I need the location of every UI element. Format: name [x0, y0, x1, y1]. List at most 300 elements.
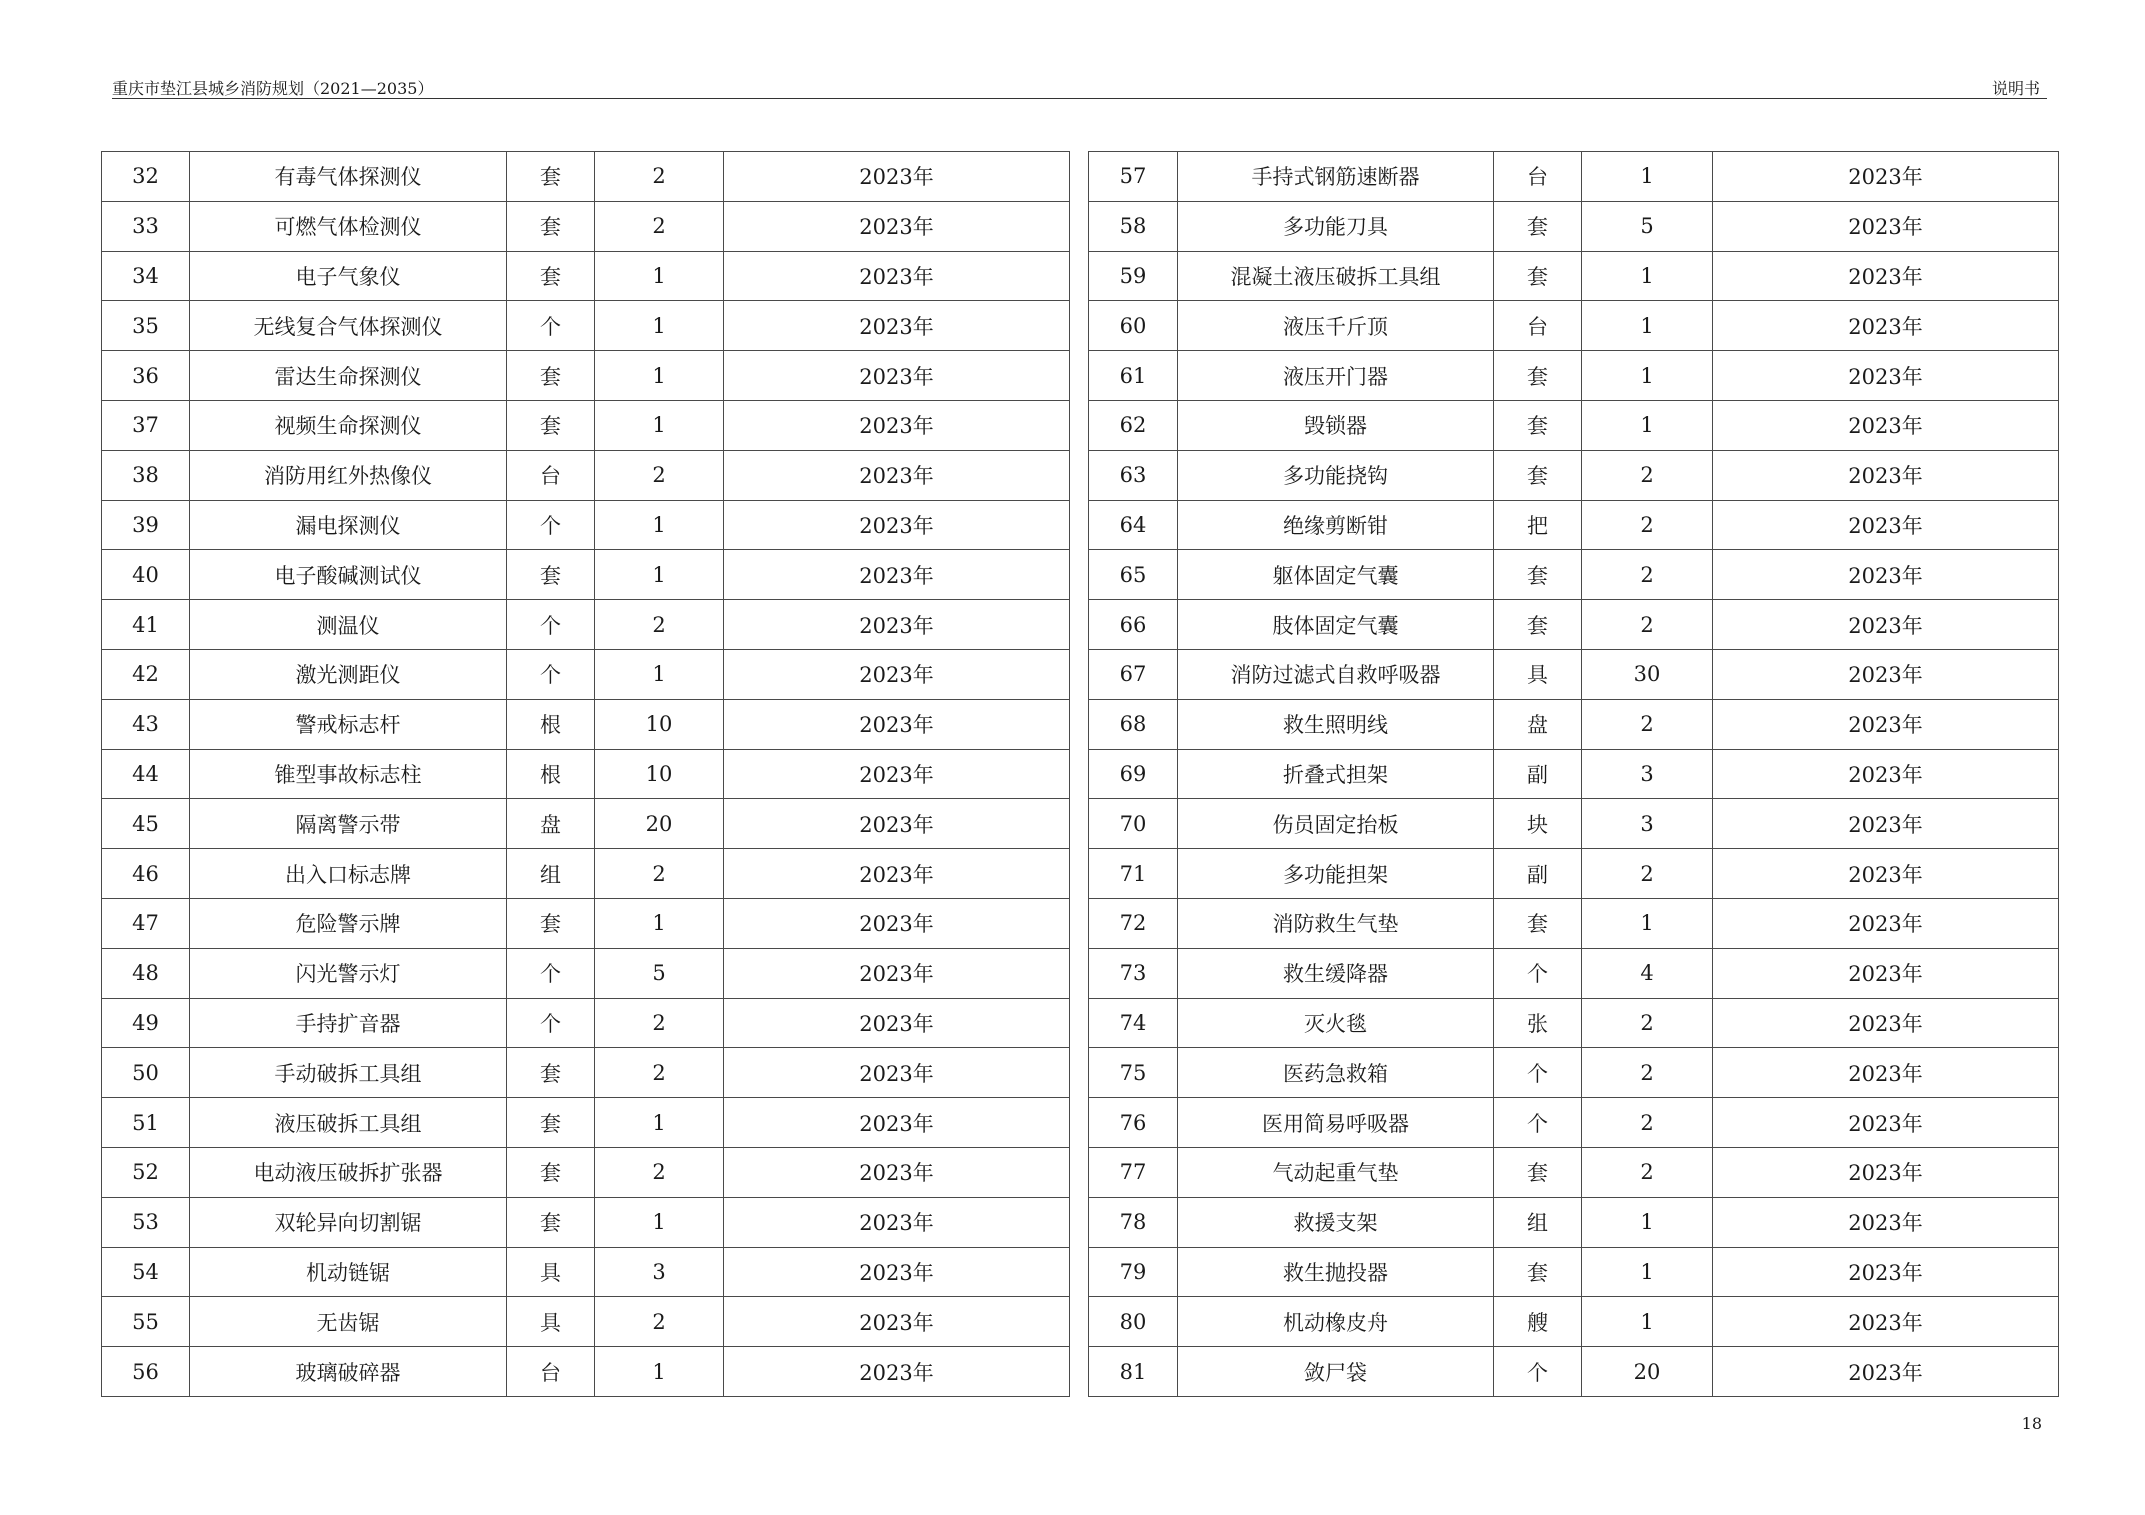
- equipment-name-cell: 危险警示牌: [190, 898, 507, 948]
- equipment-name-cell: 玻璃破碎器: [190, 1347, 507, 1397]
- unit-cell: 副: [1494, 849, 1582, 899]
- unit-cell: 具: [507, 1297, 595, 1347]
- table-row: [102, 301, 1070, 351]
- table-row: [102, 749, 1070, 799]
- unit-cell: 套: [1494, 251, 1582, 301]
- equipment-name-cell: 激光测距仪: [190, 649, 507, 699]
- table-row: [102, 998, 1070, 1048]
- row-number-cell: 71: [1089, 849, 1178, 899]
- unit-cell: 套: [507, 251, 595, 301]
- equipment-name-cell: 灭火毯: [1178, 998, 1494, 1048]
- row-number-cell: 47: [102, 898, 190, 948]
- unit-cell: 台: [1494, 301, 1582, 351]
- equipment-table-left: [101, 151, 1070, 1397]
- equipment-name-cell: 折叠式担架: [1178, 749, 1494, 799]
- equipment-name-cell: 救生缓降器: [1178, 948, 1494, 998]
- equipment-name-cell: 雷达生命探测仪: [190, 351, 507, 401]
- page-number: 18: [2021, 1414, 2042, 1433]
- year-cell: 2023年: [1713, 1247, 2059, 1297]
- table-row: [102, 152, 1070, 202]
- quantity-cell: 2: [595, 600, 724, 650]
- unit-cell: 张: [1494, 998, 1582, 1048]
- row-number-cell: 78: [1089, 1197, 1178, 1247]
- row-number-cell: 55: [102, 1297, 190, 1347]
- year-cell: 2023年: [1713, 1347, 2059, 1397]
- equipment-name-cell: 视频生命探测仪: [190, 400, 507, 450]
- unit-cell: 个: [1494, 1048, 1582, 1098]
- equipment-name-cell: 漏电探测仪: [190, 500, 507, 550]
- equipment-name-cell: 毁锁器: [1178, 400, 1494, 450]
- table-row: [1089, 500, 2059, 550]
- table-row: [102, 400, 1070, 450]
- equipment-name-cell: 伤员固定抬板: [1178, 799, 1494, 849]
- quantity-cell: 2: [595, 998, 724, 1048]
- table-row: [102, 1197, 1070, 1247]
- table-row: [102, 1098, 1070, 1148]
- year-cell: 2023年: [724, 1347, 1070, 1397]
- quantity-cell: 1: [595, 649, 724, 699]
- year-cell: 2023年: [1713, 351, 2059, 401]
- row-number-cell: 59: [1089, 251, 1178, 301]
- row-number-cell: 66: [1089, 600, 1178, 650]
- year-cell: 2023年: [1713, 400, 2059, 450]
- table-row: [1089, 948, 2059, 998]
- year-cell: 2023年: [1713, 251, 2059, 301]
- equipment-name-cell: 消防救生气垫: [1178, 898, 1494, 948]
- equipment-name-cell: 电动液压破拆扩张器: [190, 1147, 507, 1197]
- unit-cell: 个: [1494, 948, 1582, 998]
- quantity-cell: 2: [595, 849, 724, 899]
- row-number-cell: 54: [102, 1247, 190, 1297]
- unit-cell: 艘: [1494, 1297, 1582, 1347]
- quantity-cell: 1: [1582, 251, 1713, 301]
- year-cell: 2023年: [724, 400, 1070, 450]
- year-cell: 2023年: [724, 550, 1070, 600]
- unit-cell: 具: [1494, 649, 1582, 699]
- row-number-cell: 58: [1089, 201, 1178, 251]
- table-row: [1089, 152, 2059, 202]
- quantity-cell: 2: [1582, 1098, 1713, 1148]
- quantity-cell: 1: [1582, 1197, 1713, 1247]
- row-number-cell: 67: [1089, 649, 1178, 699]
- quantity-cell: 10: [595, 699, 724, 749]
- equipment-name-cell: 隔离警示带: [190, 799, 507, 849]
- year-cell: 2023年: [1713, 152, 2059, 202]
- quantity-cell: 3: [1582, 749, 1713, 799]
- quantity-cell: 2: [595, 450, 724, 500]
- table-row: [102, 450, 1070, 500]
- table-row: [1089, 799, 2059, 849]
- year-cell: 2023年: [1713, 699, 2059, 749]
- table-row: [1089, 400, 2059, 450]
- table-row: [1089, 898, 2059, 948]
- table-row: [1089, 699, 2059, 749]
- equipment-name-cell: 医用简易呼吸器: [1178, 1098, 1494, 1148]
- table-row: [1089, 1048, 2059, 1098]
- year-cell: 2023年: [724, 351, 1070, 401]
- quantity-cell: 2: [1582, 1048, 1713, 1098]
- unit-cell: 副: [1494, 749, 1582, 799]
- equipment-name-cell: 敛尸袋: [1178, 1347, 1494, 1397]
- quantity-cell: 2: [1582, 1147, 1713, 1197]
- unit-cell: 套: [507, 152, 595, 202]
- year-cell: 2023年: [724, 699, 1070, 749]
- header-rule: [112, 98, 2047, 99]
- year-cell: 2023年: [724, 1197, 1070, 1247]
- unit-cell: 个: [507, 998, 595, 1048]
- row-number-cell: 46: [102, 849, 190, 899]
- row-number-cell: 79: [1089, 1247, 1178, 1297]
- equipment-name-cell: 闪光警示灯: [190, 948, 507, 998]
- unit-cell: 套: [1494, 450, 1582, 500]
- table-row: [102, 849, 1070, 899]
- quantity-cell: 5: [1582, 201, 1713, 251]
- year-cell: 2023年: [724, 600, 1070, 650]
- quantity-cell: 3: [595, 1247, 724, 1297]
- quantity-cell: 2: [595, 1297, 724, 1347]
- unit-cell: 套: [507, 550, 595, 600]
- unit-cell: 块: [1494, 799, 1582, 849]
- row-number-cell: 60: [1089, 301, 1178, 351]
- equipment-name-cell: 肢体固定气囊: [1178, 600, 1494, 650]
- equipment-name-cell: 可燃气体检测仪: [190, 201, 507, 251]
- quantity-cell: 1: [595, 351, 724, 401]
- table-row: [1089, 1297, 2059, 1347]
- table-row: [102, 1048, 1070, 1098]
- unit-cell: 套: [1494, 400, 1582, 450]
- year-cell: 2023年: [724, 201, 1070, 251]
- year-cell: 2023年: [1713, 550, 2059, 600]
- unit-cell: 个: [507, 301, 595, 351]
- year-cell: 2023年: [1713, 799, 2059, 849]
- row-number-cell: 45: [102, 799, 190, 849]
- table-row: [1089, 1197, 2059, 1247]
- year-cell: 2023年: [1713, 1197, 2059, 1247]
- equipment-name-cell: 救生抛投器: [1178, 1247, 1494, 1297]
- row-number-cell: 70: [1089, 799, 1178, 849]
- year-cell: 2023年: [724, 1247, 1070, 1297]
- year-cell: 2023年: [1713, 749, 2059, 799]
- equipment-name-cell: 医药急救箱: [1178, 1048, 1494, 1098]
- equipment-name-cell: 多功能挠钩: [1178, 450, 1494, 500]
- unit-cell: 套: [507, 1197, 595, 1247]
- row-number-cell: 65: [1089, 550, 1178, 600]
- quantity-cell: 1: [1582, 351, 1713, 401]
- row-number-cell: 77: [1089, 1147, 1178, 1197]
- row-number-cell: 34: [102, 251, 190, 301]
- year-cell: 2023年: [724, 1098, 1070, 1148]
- year-cell: 2023年: [724, 1048, 1070, 1098]
- year-cell: 2023年: [1713, 500, 2059, 550]
- equipment-name-cell: 手动破拆工具组: [190, 1048, 507, 1098]
- row-number-cell: 63: [1089, 450, 1178, 500]
- table-body-left: [102, 152, 1070, 1397]
- row-number-cell: 53: [102, 1197, 190, 1247]
- year-cell: 2023年: [724, 898, 1070, 948]
- equipment-name-cell: 救生照明线: [1178, 699, 1494, 749]
- quantity-cell: 1: [1582, 1297, 1713, 1347]
- table-row: [102, 1247, 1070, 1297]
- year-cell: 2023年: [724, 749, 1070, 799]
- unit-cell: 个: [507, 600, 595, 650]
- row-number-cell: 72: [1089, 898, 1178, 948]
- row-number-cell: 56: [102, 1347, 190, 1397]
- table-row: [102, 600, 1070, 650]
- equipment-name-cell: 警戒标志杆: [190, 699, 507, 749]
- unit-cell: 套: [1494, 898, 1582, 948]
- row-number-cell: 43: [102, 699, 190, 749]
- year-cell: 2023年: [1713, 301, 2059, 351]
- quantity-cell: 20: [1582, 1347, 1713, 1397]
- unit-cell: 个: [1494, 1347, 1582, 1397]
- table-row: [1089, 1347, 2059, 1397]
- unit-cell: 组: [507, 849, 595, 899]
- year-cell: 2023年: [1713, 1147, 2059, 1197]
- quantity-cell: 1: [595, 1098, 724, 1148]
- unit-cell: 套: [1494, 1247, 1582, 1297]
- row-number-cell: 42: [102, 649, 190, 699]
- table-row: [102, 948, 1070, 998]
- year-cell: 2023年: [1713, 450, 2059, 500]
- year-cell: 2023年: [1713, 849, 2059, 899]
- table-row: [1089, 849, 2059, 899]
- table-row: [1089, 1247, 2059, 1297]
- table-row: [1089, 550, 2059, 600]
- quantity-cell: 2: [595, 1147, 724, 1197]
- table-row: [102, 251, 1070, 301]
- row-number-cell: 62: [1089, 400, 1178, 450]
- quantity-cell: 2: [1582, 699, 1713, 749]
- row-number-cell: 74: [1089, 998, 1178, 1048]
- year-cell: 2023年: [724, 998, 1070, 1048]
- equipment-name-cell: 无齿锯: [190, 1297, 507, 1347]
- row-number-cell: 73: [1089, 948, 1178, 998]
- row-number-cell: 40: [102, 550, 190, 600]
- unit-cell: 台: [1494, 152, 1582, 202]
- document-title: 重庆市垫江县城乡消防规划（2021—2035）: [112, 79, 434, 98]
- equipment-name-cell: 无线复合气体探测仪: [190, 301, 507, 351]
- table-row: [102, 201, 1070, 251]
- table-row: [102, 500, 1070, 550]
- table-row: [1089, 649, 2059, 699]
- row-number-cell: 52: [102, 1147, 190, 1197]
- equipment-name-cell: 气动起重气垫: [1178, 1147, 1494, 1197]
- unit-cell: 套: [507, 898, 595, 948]
- table-row: [102, 799, 1070, 849]
- table-row: [1089, 201, 2059, 251]
- quantity-cell: 2: [1582, 500, 1713, 550]
- unit-cell: 根: [507, 699, 595, 749]
- year-cell: 2023年: [724, 301, 1070, 351]
- equipment-name-cell: 消防过滤式自救呼吸器: [1178, 649, 1494, 699]
- unit-cell: 具: [507, 1247, 595, 1297]
- equipment-name-cell: 多功能担架: [1178, 849, 1494, 899]
- table-row: [102, 898, 1070, 948]
- year-cell: 2023年: [724, 450, 1070, 500]
- table-row: [1089, 351, 2059, 401]
- quantity-cell: 1: [595, 1197, 724, 1247]
- quantity-cell: 2: [1582, 550, 1713, 600]
- row-number-cell: 35: [102, 301, 190, 351]
- quantity-cell: 1: [595, 301, 724, 351]
- row-number-cell: 44: [102, 749, 190, 799]
- equipment-table-right: [1088, 151, 2059, 1397]
- row-number-cell: 38: [102, 450, 190, 500]
- row-number-cell: 81: [1089, 1347, 1178, 1397]
- unit-cell: 盘: [507, 799, 595, 849]
- quantity-cell: 1: [1582, 898, 1713, 948]
- unit-cell: 套: [1494, 1147, 1582, 1197]
- quantity-cell: 2: [1582, 998, 1713, 1048]
- year-cell: 2023年: [1713, 600, 2059, 650]
- table-row: [1089, 251, 2059, 301]
- table-row: [102, 1347, 1070, 1397]
- unit-cell: 套: [507, 1147, 595, 1197]
- unit-cell: 套: [1494, 550, 1582, 600]
- equipment-name-cell: 机动橡皮舟: [1178, 1297, 1494, 1347]
- year-cell: 2023年: [1713, 998, 2059, 1048]
- quantity-cell: 10: [595, 749, 724, 799]
- quantity-cell: 1: [595, 251, 724, 301]
- row-number-cell: 64: [1089, 500, 1178, 550]
- equipment-name-cell: 电子气象仪: [190, 251, 507, 301]
- year-cell: 2023年: [1713, 1297, 2059, 1347]
- equipment-name-cell: 救援支架: [1178, 1197, 1494, 1247]
- unit-cell: 台: [507, 1347, 595, 1397]
- quantity-cell: 3: [1582, 799, 1713, 849]
- equipment-name-cell: 躯体固定气囊: [1178, 550, 1494, 600]
- quantity-cell: 2: [595, 152, 724, 202]
- row-number-cell: 76: [1089, 1098, 1178, 1148]
- row-number-cell: 49: [102, 998, 190, 1048]
- table-row: [1089, 600, 2059, 650]
- row-number-cell: 41: [102, 600, 190, 650]
- row-number-cell: 33: [102, 201, 190, 251]
- quantity-cell: 20: [595, 799, 724, 849]
- quantity-cell: 1: [595, 550, 724, 600]
- table-row: [1089, 749, 2059, 799]
- year-cell: 2023年: [1713, 201, 2059, 251]
- table-row: [1089, 1098, 2059, 1148]
- unit-cell: 组: [1494, 1197, 1582, 1247]
- unit-cell: 套: [507, 201, 595, 251]
- document-type: 说明书: [1991, 79, 2040, 98]
- row-number-cell: 61: [1089, 351, 1178, 401]
- year-cell: 2023年: [724, 251, 1070, 301]
- table-row: [1089, 998, 2059, 1048]
- year-cell: 2023年: [724, 152, 1070, 202]
- unit-cell: 套: [507, 400, 595, 450]
- table-row: [1089, 301, 2059, 351]
- unit-cell: 根: [507, 749, 595, 799]
- equipment-name-cell: 手持式钢筋速断器: [1178, 152, 1494, 202]
- quantity-cell: 2: [1582, 600, 1713, 650]
- year-cell: 2023年: [724, 948, 1070, 998]
- equipment-name-cell: 液压破拆工具组: [190, 1098, 507, 1148]
- unit-cell: 个: [507, 649, 595, 699]
- year-cell: 2023年: [724, 1147, 1070, 1197]
- quantity-cell: 4: [1582, 948, 1713, 998]
- quantity-cell: 2: [595, 201, 724, 251]
- row-number-cell: 57: [1089, 152, 1178, 202]
- year-cell: 2023年: [724, 500, 1070, 550]
- year-cell: 2023年: [1713, 1098, 2059, 1148]
- equipment-name-cell: 消防用红外热像仪: [190, 450, 507, 500]
- row-number-cell: 36: [102, 351, 190, 401]
- row-number-cell: 32: [102, 152, 190, 202]
- equipment-name-cell: 出入口标志牌: [190, 849, 507, 899]
- row-number-cell: 37: [102, 400, 190, 450]
- quantity-cell: 2: [1582, 849, 1713, 899]
- table-row: [102, 1297, 1070, 1347]
- unit-cell: 套: [507, 351, 595, 401]
- unit-cell: 套: [1494, 351, 1582, 401]
- table-row: [1089, 1147, 2059, 1197]
- unit-cell: 把: [1494, 500, 1582, 550]
- unit-cell: 个: [507, 948, 595, 998]
- equipment-name-cell: 液压千斤顶: [1178, 301, 1494, 351]
- table-body-right: [1089, 152, 2059, 1397]
- year-cell: 2023年: [724, 649, 1070, 699]
- table-row: [102, 1147, 1070, 1197]
- row-number-cell: 69: [1089, 749, 1178, 799]
- unit-cell: 套: [507, 1098, 595, 1148]
- year-cell: 2023年: [1713, 948, 2059, 998]
- table-row: [1089, 450, 2059, 500]
- table-row: [102, 550, 1070, 600]
- row-number-cell: 39: [102, 500, 190, 550]
- equipment-name-cell: 锥型事故标志柱: [190, 749, 507, 799]
- unit-cell: 套: [1494, 600, 1582, 650]
- equipment-name-cell: 混凝土液压破拆工具组: [1178, 251, 1494, 301]
- quantity-cell: 1: [1582, 152, 1713, 202]
- row-number-cell: 50: [102, 1048, 190, 1098]
- year-cell: 2023年: [724, 1297, 1070, 1347]
- quantity-cell: 5: [595, 948, 724, 998]
- equipment-name-cell: 机动链锯: [190, 1247, 507, 1297]
- equipment-name-cell: 手持扩音器: [190, 998, 507, 1048]
- year-cell: 2023年: [1713, 898, 2059, 948]
- equipment-name-cell: 液压开门器: [1178, 351, 1494, 401]
- quantity-cell: 30: [1582, 649, 1713, 699]
- equipment-name-cell: 双轮异向切割锯: [190, 1197, 507, 1247]
- equipment-name-cell: 绝缘剪断钳: [1178, 500, 1494, 550]
- table-row: [102, 699, 1070, 749]
- unit-cell: 个: [1494, 1098, 1582, 1148]
- quantity-cell: 1: [1582, 400, 1713, 450]
- unit-cell: 套: [1494, 201, 1582, 251]
- unit-cell: 个: [507, 500, 595, 550]
- row-number-cell: 75: [1089, 1048, 1178, 1098]
- row-number-cell: 80: [1089, 1297, 1178, 1347]
- row-number-cell: 51: [102, 1098, 190, 1148]
- quantity-cell: 1: [1582, 301, 1713, 351]
- year-cell: 2023年: [1713, 1048, 2059, 1098]
- quantity-cell: 1: [595, 500, 724, 550]
- equipment-name-cell: 多功能刀具: [1178, 201, 1494, 251]
- row-number-cell: 48: [102, 948, 190, 998]
- quantity-cell: 2: [595, 1048, 724, 1098]
- quantity-cell: 1: [595, 400, 724, 450]
- quantity-cell: 1: [1582, 1247, 1713, 1297]
- unit-cell: 台: [507, 450, 595, 500]
- quantity-cell: 1: [595, 1347, 724, 1397]
- quantity-cell: 2: [1582, 450, 1713, 500]
- table-row: [102, 351, 1070, 401]
- equipment-name-cell: 电子酸碱测试仪: [190, 550, 507, 600]
- year-cell: 2023年: [1713, 649, 2059, 699]
- equipment-name-cell: 测温仪: [190, 600, 507, 650]
